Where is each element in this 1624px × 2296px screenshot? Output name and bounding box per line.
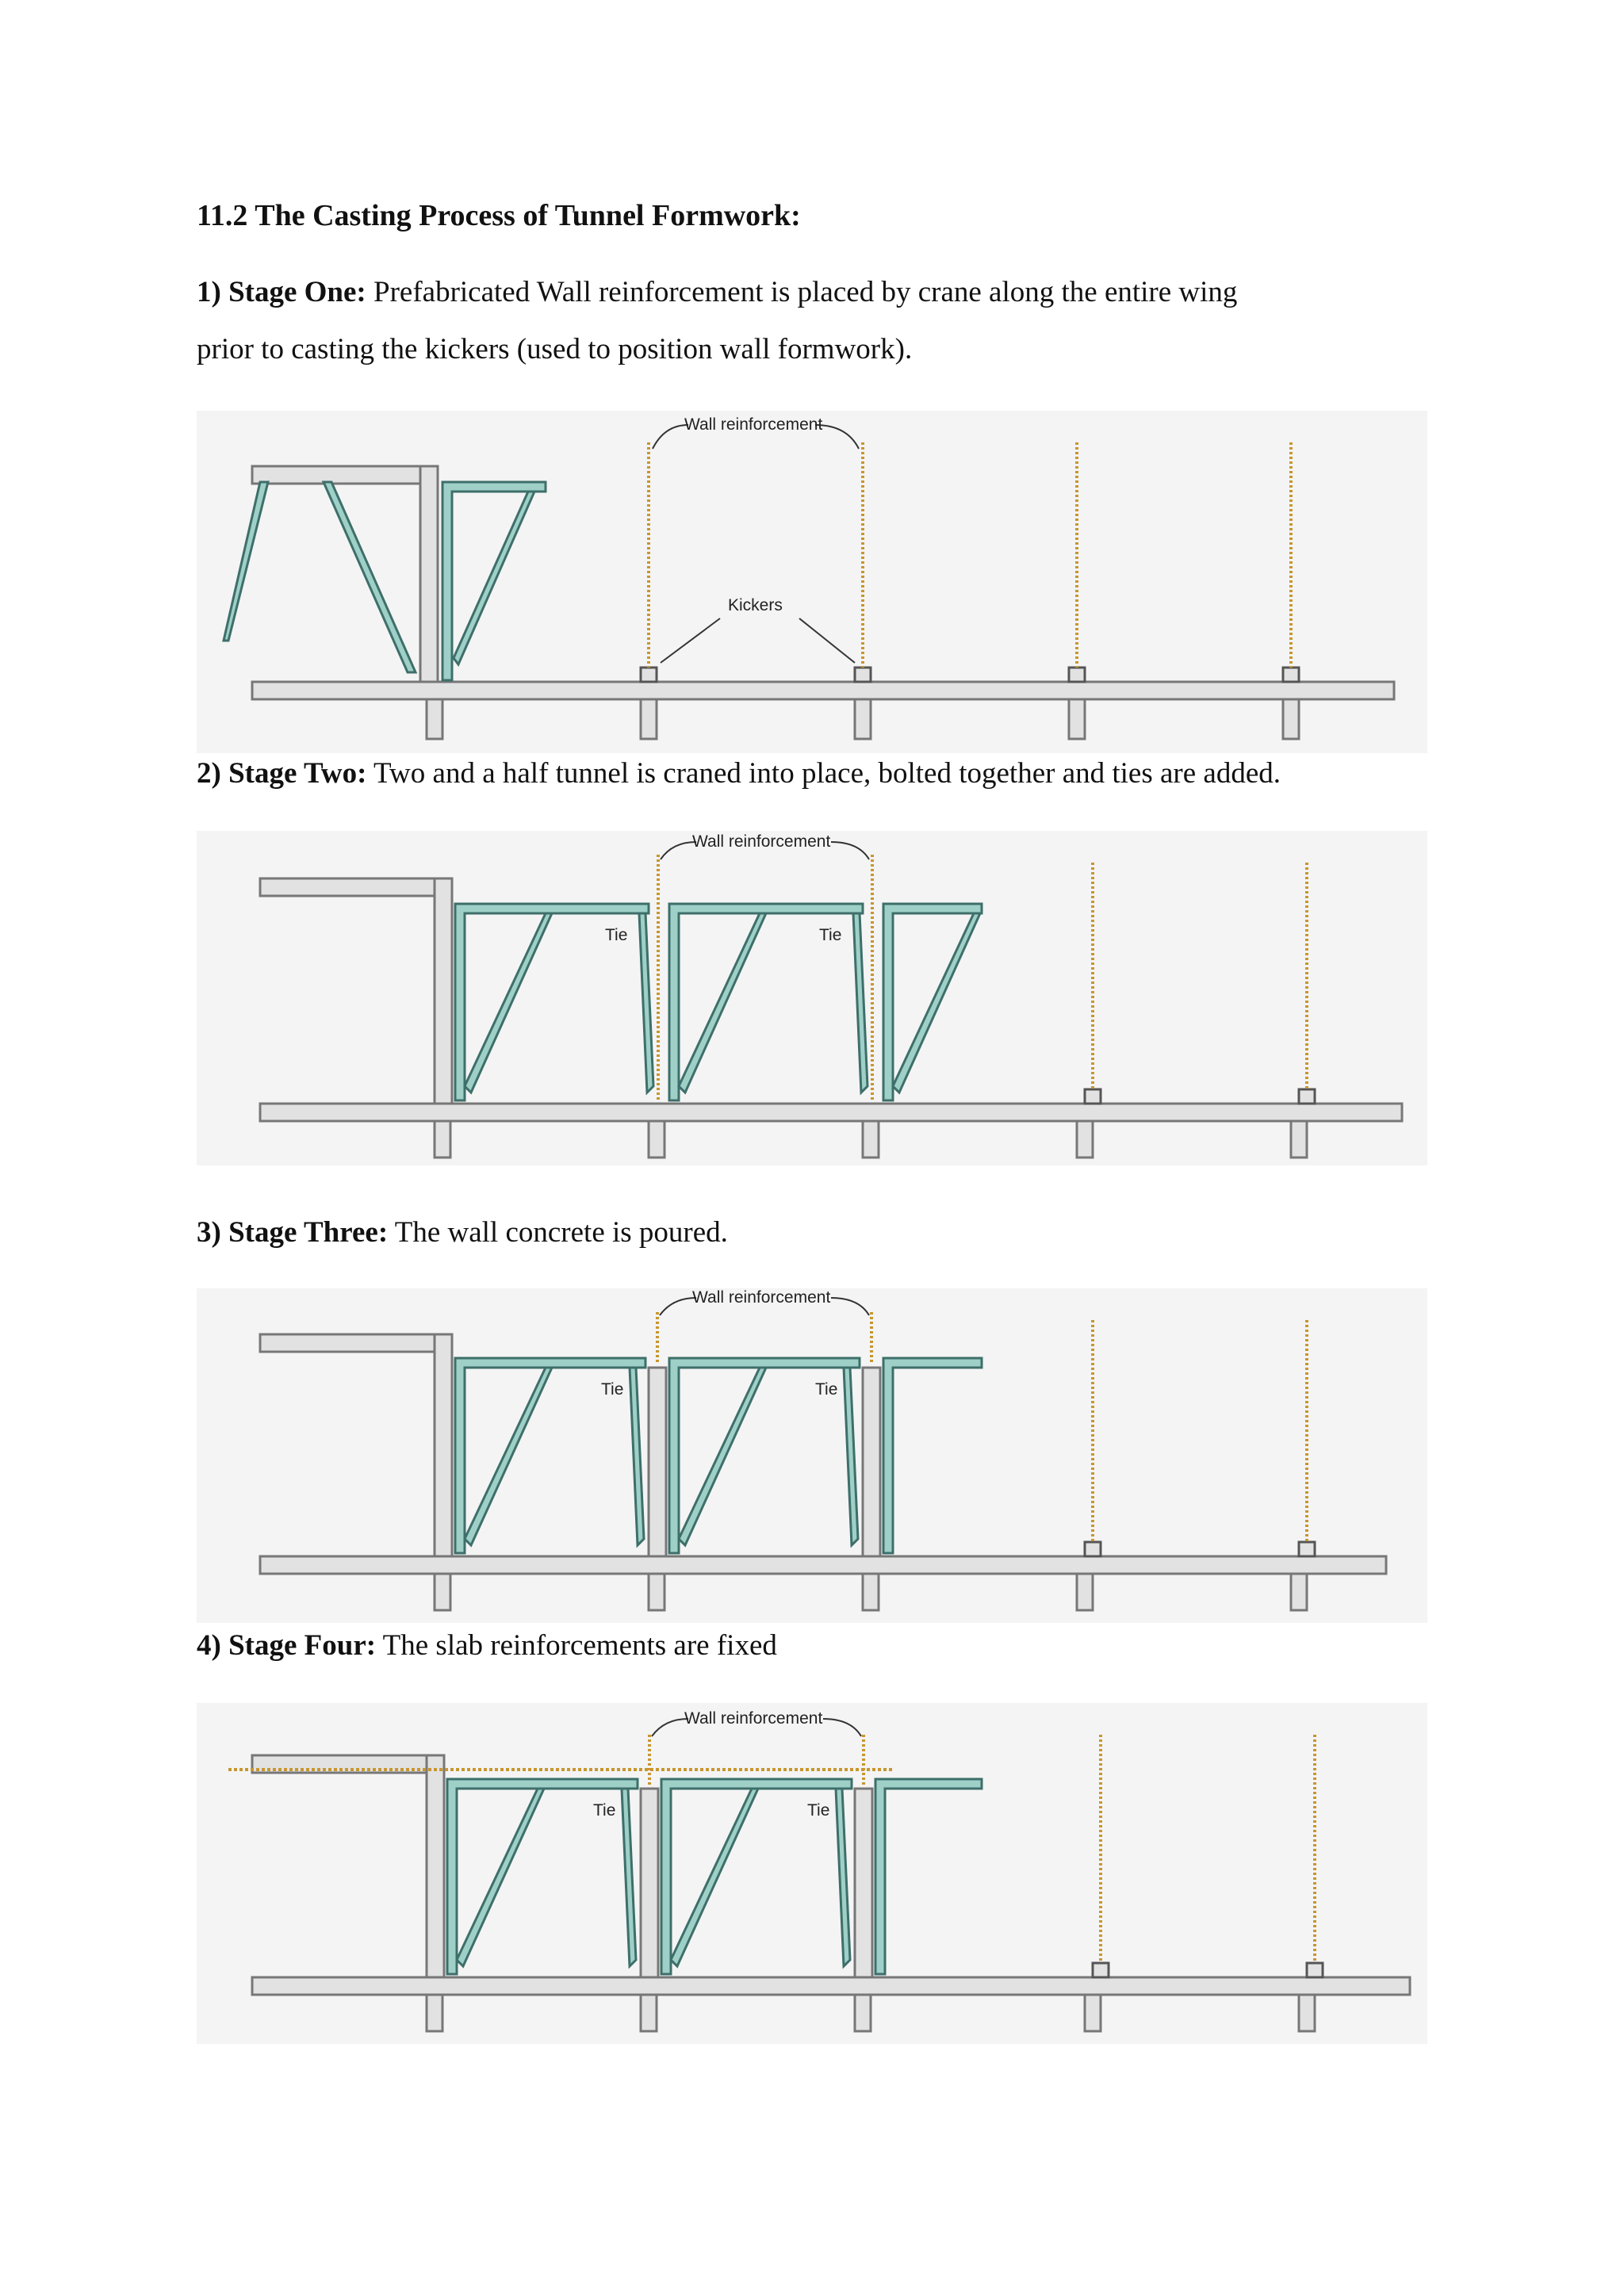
stage-two-diagram xyxy=(197,831,1427,1165)
upper-slab xyxy=(252,466,435,484)
slab-rib xyxy=(427,699,442,739)
stage-one-paragraph xyxy=(197,264,1237,321)
slab-rib xyxy=(855,699,871,739)
stage-three-text: The wall concrete is poured. xyxy=(388,1216,728,1249)
stage-four-paragraph xyxy=(197,1617,777,1674)
stage-one-diagram xyxy=(197,411,1427,753)
stage-three-paragraph xyxy=(197,1204,728,1261)
wall-reinforcement-bars xyxy=(649,442,1291,668)
kickers-label: Kickers xyxy=(728,596,783,614)
kickers-arrow xyxy=(661,618,720,663)
stage-four-title: 4) Stage Four: xyxy=(197,1629,377,1662)
stage-two-text: Two and a half tunnel is craned into place, bolted together and ties are added. xyxy=(366,757,1281,790)
stage-four-figure xyxy=(197,1703,1427,2044)
stage-two-paragraph xyxy=(197,745,1281,802)
poured-wall xyxy=(649,1368,666,1556)
kicker xyxy=(855,668,871,682)
slab-rib xyxy=(1283,699,1299,739)
floor-slab xyxy=(252,682,1394,699)
tie-label: Tie xyxy=(605,926,628,944)
stage-one-text: Prefabricated Wall reinforcement is placed by crane along the entire wing xyxy=(366,276,1238,308)
stage-four-text: The slab reinforcements are fixed xyxy=(376,1629,777,1662)
tie-label: Tie xyxy=(815,1380,838,1399)
slab-rib xyxy=(1069,699,1085,739)
kickers-arrow xyxy=(799,618,855,663)
poured-wall xyxy=(863,1368,880,1556)
stage-four-diagram xyxy=(197,1703,1427,2044)
tie-label: Tie xyxy=(819,926,842,944)
wall-reinforcement-label: Wall reinforcement xyxy=(684,1709,823,1728)
kicker xyxy=(1069,668,1085,682)
wall-reinforcement-label: Wall reinforcement xyxy=(692,832,831,851)
tunnel-formwork xyxy=(455,904,982,1100)
stage-two-title: 2) Stage Two: xyxy=(197,757,367,790)
wall-reinforcement-label: Wall reinforcement xyxy=(684,415,823,434)
tie-label: Tie xyxy=(593,1801,616,1820)
existing-wall xyxy=(420,466,438,682)
tie-label: Tie xyxy=(601,1380,624,1399)
stage-three-figure xyxy=(197,1288,1427,1623)
kicker xyxy=(641,668,657,682)
section-title: 11.2 The Casting Process of Tunnel Formwork: xyxy=(197,199,801,232)
stage-three-title: 3) Stage Three: xyxy=(197,1216,389,1249)
kicker xyxy=(1283,668,1299,682)
stage-one-figure xyxy=(197,411,1427,753)
stage-one-text-line2: prior to casting the kickers (used to position wall formwork). xyxy=(197,333,913,365)
stage-three-diagram xyxy=(197,1288,1427,1623)
wall-reinforcement-label: Wall reinforcement xyxy=(692,1288,831,1307)
tie-label: Tie xyxy=(807,1801,830,1820)
slab-rib xyxy=(641,699,657,739)
stage-one-title: 1) Stage One: xyxy=(197,276,366,308)
formwork-left xyxy=(224,482,546,680)
stage-two-figure xyxy=(197,831,1427,1165)
